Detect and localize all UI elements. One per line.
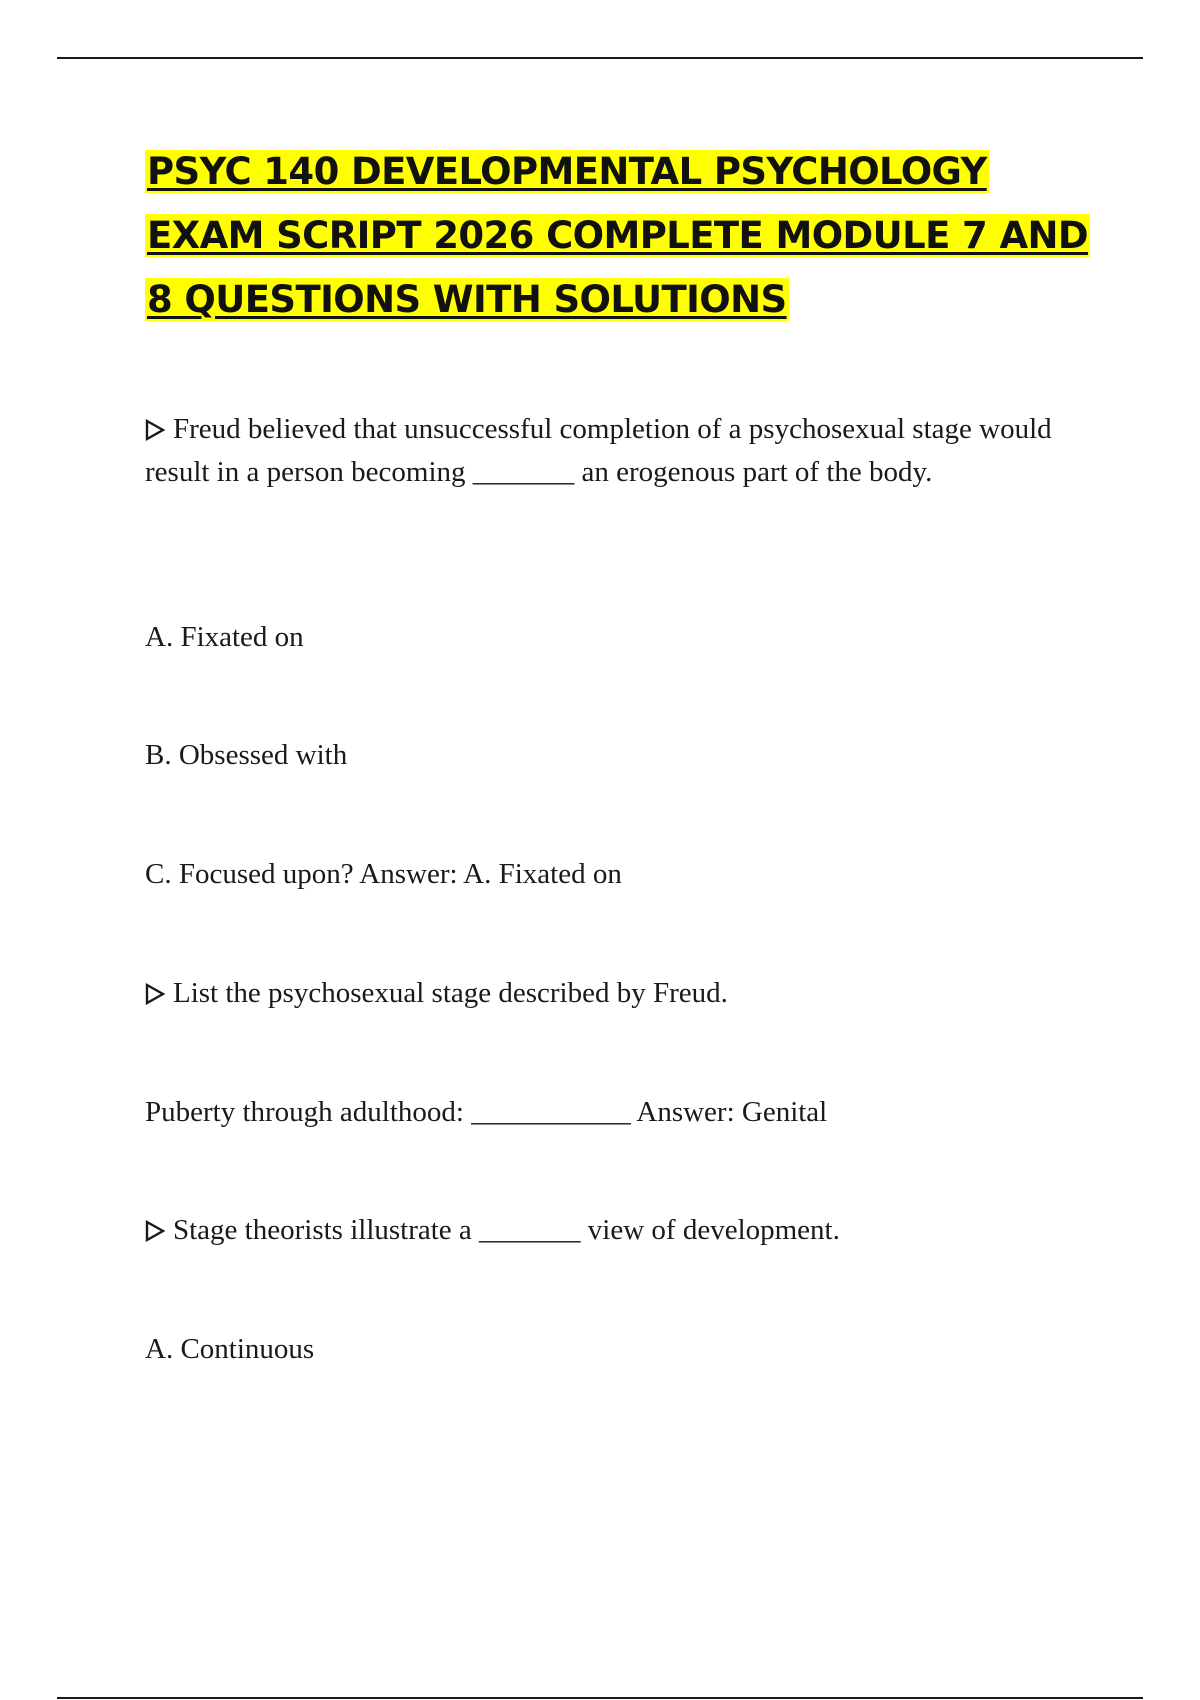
option-b-text: B. Obsessed with <box>145 739 348 771</box>
question-3-text: Stage theorists illustrate a _______ view of development. <box>173 1214 840 1246</box>
triangle-arrow-icon <box>145 419 167 441</box>
option-a-text: A. Fixated on <box>145 621 304 653</box>
option-a <box>145 616 1085 659</box>
footer-rule <box>57 1697 1143 1699</box>
question-3-option-a-text: A. Continuous <box>145 1333 315 1365</box>
question-2-answer-text: Puberty through adulthood: ___________ Answer: Genital <box>145 1096 828 1128</box>
question-3-option-a <box>145 1328 1085 1371</box>
question-1-text: Freud believed that unsuccessful completion of a psychosexual stage would result in a person becoming _______ an erogenous part of the body. <box>145 413 1052 488</box>
option-b <box>145 734 1085 777</box>
triangle-arrow-icon <box>145 1220 167 1242</box>
question-2 <box>145 972 1085 1015</box>
question-2-text: List the psychosexual stage described by Freud. <box>173 977 728 1009</box>
header-rule <box>57 57 1143 59</box>
question-2-answer <box>145 1091 1085 1134</box>
option-c-answer <box>145 853 1085 896</box>
document-title-text: PSYC 140 DEVELOPMENTAL PSYCHOLOGY EXAM SCRIPT 2026 COMPLETE MODULE 7 AND 8 QUESTIONS WITH SOLUTIONS <box>147 150 1088 321</box>
document-title <box>145 140 1105 332</box>
question-1 <box>145 408 1085 494</box>
question-3 <box>145 1209 1085 1252</box>
option-c-answer-text: C. Focused upon? Answer: A. Fixated on <box>145 858 622 890</box>
triangle-arrow-icon <box>145 983 167 1005</box>
